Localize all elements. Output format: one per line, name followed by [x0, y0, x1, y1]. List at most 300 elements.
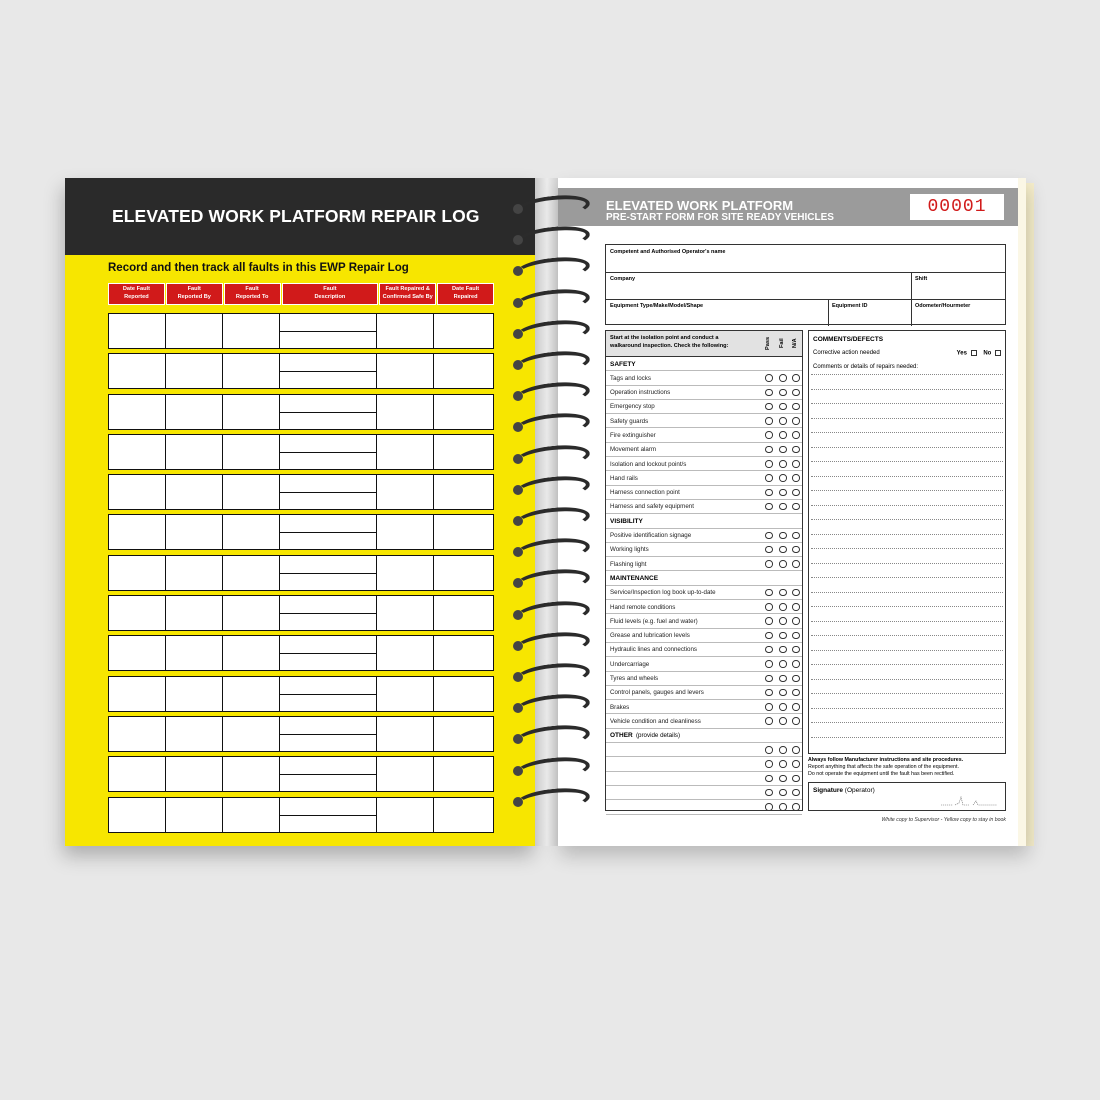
checklist-section	[606, 357, 802, 371]
log-row	[108, 353, 494, 389]
log-cell[interactable]	[109, 314, 166, 348]
log-cell[interactable]	[280, 757, 377, 791]
checklist-item	[606, 557, 802, 571]
log-row	[108, 555, 494, 591]
pass-radio[interactable]	[765, 746, 773, 754]
log-cell[interactable]	[377, 435, 434, 469]
fail-radio[interactable]	[779, 675, 787, 683]
checklist-item	[606, 657, 802, 671]
comment-line	[811, 548, 1003, 549]
checklist-item	[606, 800, 802, 814]
fail-radio[interactable]	[779, 646, 787, 654]
equipment-type-field[interactable]: Equipment Type/Make/Model/Shape	[610, 303, 704, 309]
log-cell[interactable]	[109, 475, 166, 509]
na-radio[interactable]	[792, 646, 800, 654]
checklist-item	[606, 400, 802, 414]
checklist-item-label: Grease and lubrication levels	[610, 632, 690, 640]
checklist-item-label: Isolation and lockout point/s	[610, 460, 687, 468]
log-cell[interactable]	[377, 798, 434, 832]
log-cell[interactable]	[223, 636, 280, 670]
log-cell[interactable]	[280, 596, 377, 630]
fail-radio[interactable]	[779, 789, 787, 797]
checklist-item-label: Positive identification signage	[610, 532, 692, 540]
section-title: OTHER	[610, 732, 633, 740]
column-header: Date Fault Reported	[108, 283, 165, 305]
yes-checkbox[interactable]	[971, 350, 977, 356]
log-cell[interactable]	[280, 435, 377, 469]
na-radio[interactable]	[792, 746, 800, 754]
checklist-header	[606, 331, 802, 357]
log-cell[interactable]	[166, 475, 223, 509]
na-radio[interactable]	[792, 403, 800, 411]
fail-radio[interactable]	[779, 775, 787, 783]
checklist-item-label: Vehicle condition and cleanliness	[610, 717, 701, 725]
fail-radio[interactable]	[779, 403, 787, 411]
fail-column-label: Fail	[779, 338, 785, 348]
log-row	[108, 434, 494, 470]
signature-scribble	[939, 793, 999, 807]
odometer-field[interactable]: Odometer/Hourmeter	[915, 303, 971, 309]
pass-column-label: Pass	[765, 336, 771, 350]
log-cell[interactable]	[109, 435, 166, 469]
log-cell[interactable]	[166, 556, 223, 590]
log-cell[interactable]	[223, 354, 280, 388]
checklist-item-label: Brakes	[610, 703, 630, 711]
signature-box[interactable]	[808, 782, 1006, 811]
pass-radio[interactable]	[765, 589, 773, 597]
checklist-item	[606, 414, 802, 428]
checklist-intro: Start at the isolation point and conduct a walkaround inspection. Check the following:	[610, 335, 729, 349]
na-radio[interactable]	[792, 617, 800, 625]
checklist-section	[606, 571, 802, 585]
spiral-ring	[510, 221, 590, 249]
na-radio[interactable]	[792, 560, 800, 568]
pass-radio[interactable]	[765, 675, 773, 683]
checklist-item-label: Control panels, gauges and levers	[610, 689, 704, 697]
log-row	[108, 756, 494, 792]
fail-radio[interactable]	[779, 560, 787, 568]
fail-radio[interactable]	[779, 589, 787, 597]
repair-log-header-row	[108, 283, 494, 305]
log-cell[interactable]	[280, 556, 377, 590]
log-cell[interactable]	[280, 475, 377, 509]
comment-line	[811, 693, 1003, 694]
log-cell[interactable]	[434, 677, 491, 711]
comment-line	[811, 519, 1003, 520]
na-radio[interactable]	[792, 460, 800, 468]
na-radio[interactable]	[792, 703, 800, 711]
log-cell[interactable]	[223, 395, 280, 429]
na-radio[interactable]	[792, 374, 800, 382]
spiral-ring	[510, 783, 590, 811]
log-cell[interactable]	[280, 636, 377, 670]
log-cell[interactable]	[109, 354, 166, 388]
pass-radio[interactable]	[765, 560, 773, 568]
log-cell[interactable]	[377, 515, 434, 549]
checklist-item	[606, 471, 802, 485]
checklist-item	[606, 772, 802, 786]
inspection-checklist	[605, 330, 803, 811]
log-row	[108, 595, 494, 631]
checklist-item-label: Flashing light	[610, 560, 647, 568]
checklist-item	[606, 529, 802, 543]
fail-radio[interactable]	[779, 503, 787, 511]
log-cell[interactable]	[166, 354, 223, 388]
log-cell[interactable]	[377, 556, 434, 590]
copy-footer: White copy to Supervisor - Yellow copy to stay in book	[881, 817, 1006, 823]
spiral-ring	[510, 190, 590, 218]
fail-radio[interactable]	[779, 603, 787, 611]
log-cell[interactable]	[166, 596, 223, 630]
fail-radio[interactable]	[779, 803, 787, 811]
spiral-binding	[510, 190, 600, 830]
pass-radio[interactable]	[765, 532, 773, 540]
log-row	[108, 394, 494, 430]
spiral-ring	[510, 315, 590, 343]
repair-log-page	[65, 178, 535, 846]
na-radio[interactable]	[792, 603, 800, 611]
na-radio[interactable]	[792, 717, 800, 725]
pass-radio[interactable]	[765, 389, 773, 397]
fail-radio[interactable]	[779, 460, 787, 468]
log-cell[interactable]	[434, 556, 491, 590]
notes-line-1: Report anything that affects the safe operation of the equipment.	[808, 763, 959, 770]
log-cell[interactable]	[377, 354, 434, 388]
na-radio[interactable]	[792, 632, 800, 640]
spiral-ring	[510, 502, 590, 530]
log-cell[interactable]	[223, 556, 280, 590]
log-cell[interactable]	[223, 717, 280, 751]
no-checkbox[interactable]	[995, 350, 1001, 356]
log-row	[108, 797, 494, 833]
log-cell[interactable]	[166, 515, 223, 549]
pass-radio[interactable]	[765, 374, 773, 382]
prestart-form-page	[558, 178, 1026, 846]
comment-line	[811, 737, 1003, 738]
na-radio[interactable]	[792, 660, 800, 668]
yes-no-options[interactable]	[957, 350, 1001, 357]
checklist-item-label: Harness and safety equipment	[610, 503, 694, 511]
log-cell[interactable]	[223, 798, 280, 832]
section-suffix: (provide details)	[636, 732, 681, 740]
log-cell[interactable]	[434, 636, 491, 670]
checklist-item	[606, 371, 802, 385]
spiral-ring	[510, 596, 590, 624]
spiral-ring	[510, 346, 590, 374]
log-cell[interactable]	[377, 636, 434, 670]
log-cell[interactable]	[109, 596, 166, 630]
checklist-item	[606, 714, 802, 728]
checklist-item	[606, 643, 802, 657]
log-cell[interactable]	[109, 798, 166, 832]
pass-radio[interactable]	[765, 489, 773, 497]
log-cell[interactable]	[377, 757, 434, 791]
fail-radio[interactable]	[779, 689, 787, 697]
pass-radio[interactable]	[765, 775, 773, 783]
pass-radio[interactable]	[765, 760, 773, 768]
comment-line	[811, 505, 1003, 506]
log-cell[interactable]	[434, 395, 491, 429]
repair-log-header	[65, 178, 535, 255]
pass-radio[interactable]	[765, 703, 773, 711]
na-radio[interactable]	[792, 775, 800, 783]
comment-line	[811, 635, 1003, 636]
log-cell[interactable]	[280, 717, 377, 751]
checklist-item	[606, 443, 802, 457]
pass-radio[interactable]	[765, 646, 773, 654]
shift-field[interactable]: Shift	[915, 276, 928, 282]
log-cell[interactable]	[280, 677, 377, 711]
checklist-section	[606, 729, 802, 743]
checklist-item	[606, 428, 802, 442]
checklist-item	[606, 586, 802, 600]
comment-line	[811, 563, 1003, 564]
pass-radio[interactable]	[765, 474, 773, 482]
comment-line	[811, 534, 1003, 535]
fail-radio[interactable]	[779, 474, 787, 482]
checklist-item-label: Fluid levels (e.g. fuel and water)	[610, 617, 698, 625]
fail-radio[interactable]	[779, 546, 787, 554]
spiral-ring	[510, 252, 590, 280]
checklist-item	[606, 486, 802, 500]
log-cell[interactable]	[434, 515, 491, 549]
log-cell[interactable]	[223, 515, 280, 549]
log-cell[interactable]	[434, 314, 491, 348]
comments-title: COMMENTS/DEFECTS	[813, 336, 884, 343]
log-cell[interactable]	[434, 717, 491, 751]
comments-details-label: Comments or details of repairs needed:	[813, 364, 919, 370]
log-cell[interactable]	[166, 717, 223, 751]
pass-radio[interactable]	[765, 689, 773, 697]
pass-radio[interactable]	[765, 789, 773, 797]
comment-line	[811, 664, 1003, 665]
pass-radio[interactable]	[765, 460, 773, 468]
checklist-item-label: Hand remote conditions	[610, 603, 676, 611]
pass-radio[interactable]	[765, 803, 773, 811]
checklist-item	[606, 786, 802, 800]
pass-radio[interactable]	[765, 632, 773, 640]
na-radio[interactable]	[792, 474, 800, 482]
comment-line	[811, 490, 1003, 491]
spiral-ring	[510, 752, 590, 780]
comment-line	[811, 374, 1003, 375]
log-cell[interactable]	[223, 475, 280, 509]
na-column-label: N/A	[792, 338, 798, 348]
na-radio[interactable]	[792, 389, 800, 397]
na-radio[interactable]	[792, 446, 800, 454]
spiral-ring	[510, 564, 590, 592]
fail-radio[interactable]	[779, 703, 787, 711]
log-cell[interactable]	[223, 596, 280, 630]
na-radio[interactable]	[792, 803, 800, 811]
log-cell[interactable]	[223, 677, 280, 711]
log-cell[interactable]	[109, 636, 166, 670]
comment-line	[811, 708, 1003, 709]
log-cell[interactable]	[109, 556, 166, 590]
notes-line-2: Do not operate the equipment until the fault has been rectified.	[808, 770, 955, 777]
log-cell[interactable]	[109, 395, 166, 429]
operator-info-box	[605, 244, 1006, 325]
pass-radio[interactable]	[765, 503, 773, 511]
pass-radio[interactable]	[765, 617, 773, 625]
log-cell[interactable]	[109, 717, 166, 751]
operator-name-field[interactable]: Competent and Authorised Operator's name	[610, 249, 726, 255]
signature-label: Signature	[813, 787, 843, 794]
fail-radio[interactable]	[779, 632, 787, 640]
repair-log-subtitle: Record and then track all faults in this EWP Repair Log	[108, 262, 409, 274]
na-radio[interactable]	[792, 431, 800, 439]
fail-radio[interactable]	[779, 532, 787, 540]
checklist-item-label: Movement alarm	[610, 446, 657, 454]
pass-radio[interactable]	[765, 660, 773, 668]
log-cell[interactable]	[434, 596, 491, 630]
log-cell[interactable]	[377, 314, 434, 348]
fail-radio[interactable]	[779, 374, 787, 382]
comment-line	[811, 650, 1003, 651]
pass-radio[interactable]	[765, 603, 773, 611]
column-header: Fault Reported By	[166, 283, 223, 305]
fail-radio[interactable]	[779, 660, 787, 668]
checklist-item-label: Tyres and wheels	[610, 675, 659, 683]
fail-radio[interactable]	[779, 760, 787, 768]
checklist-item	[606, 600, 802, 614]
log-cell[interactable]	[280, 798, 377, 832]
corrective-action-label: Corrective action needed	[813, 350, 880, 356]
na-radio[interactable]	[792, 503, 800, 511]
fail-radio[interactable]	[779, 617, 787, 625]
log-cell[interactable]	[434, 435, 491, 469]
comment-line	[811, 679, 1003, 680]
checklist-item-label: Service/Inspection log book up-to-date	[610, 589, 716, 597]
pass-radio[interactable]	[765, 717, 773, 725]
na-radio[interactable]	[792, 675, 800, 683]
fail-radio[interactable]	[779, 746, 787, 754]
log-cell[interactable]	[434, 354, 491, 388]
safety-notes	[808, 757, 1006, 778]
log-cell[interactable]	[166, 757, 223, 791]
section-title: MAINTENANCE	[610, 574, 659, 582]
company-field[interactable]: Company	[610, 276, 636, 282]
fail-radio[interactable]	[779, 446, 787, 454]
checklist-section	[606, 514, 802, 528]
na-radio[interactable]	[792, 789, 800, 797]
log-cell[interactable]	[377, 395, 434, 429]
fail-radio[interactable]	[779, 717, 787, 725]
prestart-subtitle: PRE-START FORM FOR SITE READY VEHICLES	[606, 212, 834, 223]
comment-line	[811, 476, 1003, 477]
comment-line	[811, 461, 1003, 462]
na-radio[interactable]	[792, 532, 800, 540]
checklist-item	[606, 386, 802, 400]
checklist-item	[606, 757, 802, 771]
log-cell[interactable]	[166, 435, 223, 469]
comment-line	[811, 447, 1003, 448]
checklist-item-label: Working lights	[610, 546, 649, 554]
spiral-ring	[510, 377, 590, 405]
log-cell[interactable]	[166, 677, 223, 711]
log-cell[interactable]	[280, 395, 377, 429]
log-cell[interactable]	[377, 475, 434, 509]
fail-radio[interactable]	[779, 417, 787, 425]
fail-radio[interactable]	[779, 389, 787, 397]
log-row	[108, 474, 494, 510]
spiral-ring	[510, 440, 590, 468]
column-header: Fault Description	[282, 283, 379, 305]
na-radio[interactable]	[792, 489, 800, 497]
yes-label: Yes	[956, 350, 967, 357]
log-row	[108, 313, 494, 349]
fail-radio[interactable]	[779, 431, 787, 439]
fail-radio[interactable]	[779, 489, 787, 497]
pass-radio[interactable]	[765, 417, 773, 425]
na-radio[interactable]	[792, 417, 800, 425]
checklist-item	[606, 700, 802, 714]
na-radio[interactable]	[792, 760, 800, 768]
log-cell[interactable]	[166, 395, 223, 429]
log-cell[interactable]	[166, 314, 223, 348]
log-cell[interactable]	[166, 636, 223, 670]
pass-radio[interactable]	[765, 431, 773, 439]
log-cell[interactable]	[109, 677, 166, 711]
na-radio[interactable]	[792, 689, 800, 697]
spiral-ring	[510, 627, 590, 655]
checklist-item-label: Tags and locks	[610, 374, 651, 382]
checklist-item	[606, 457, 802, 471]
prestart-title: ELEVATED WORK PLATFORM	[606, 198, 794, 213]
checklist-item-label: Undercarriage	[610, 660, 650, 668]
checklist-item	[606, 543, 802, 557]
signature-suffix: (Operator)	[844, 787, 875, 794]
notes-bold: Always follow Manufacturer instructions and site procedures.	[808, 757, 964, 763]
log-cell[interactable]	[280, 354, 377, 388]
log-cell[interactable]	[109, 757, 166, 791]
log-cell[interactable]	[377, 596, 434, 630]
repair-log-title: ELEVATED WORK PLATFORM REPAIR LOG	[112, 206, 480, 226]
log-cell[interactable]	[434, 757, 491, 791]
pass-radio[interactable]	[765, 546, 773, 554]
comment-line	[811, 389, 1003, 390]
column-header: Date Fault Repaired	[437, 283, 494, 305]
log-cell[interactable]	[109, 515, 166, 549]
log-cell[interactable]	[434, 475, 491, 509]
section-title: VISIBILITY	[610, 517, 643, 525]
log-cell[interactable]	[434, 798, 491, 832]
checklist-item	[606, 614, 802, 628]
log-cell[interactable]	[223, 757, 280, 791]
comment-line	[811, 418, 1003, 419]
log-cell[interactable]	[377, 717, 434, 751]
checklist-item-label: Fire extinguisher	[610, 431, 656, 439]
equipment-id-field[interactable]: Equipment ID	[832, 303, 868, 309]
spiral-ring	[510, 720, 590, 748]
spiral-ring	[510, 533, 590, 561]
log-cell[interactable]	[280, 314, 377, 348]
na-radio[interactable]	[792, 546, 800, 554]
na-radio[interactable]	[792, 589, 800, 597]
log-cell[interactable]	[280, 515, 377, 549]
pass-radio[interactable]	[765, 403, 773, 411]
spiral-ring	[510, 658, 590, 686]
pass-radio[interactable]	[765, 446, 773, 454]
comment-line	[811, 432, 1003, 433]
log-row	[108, 635, 494, 671]
log-cell[interactable]	[166, 798, 223, 832]
log-cell[interactable]	[223, 314, 280, 348]
log-cell[interactable]	[377, 677, 434, 711]
checklist-item	[606, 686, 802, 700]
log-cell[interactable]	[223, 435, 280, 469]
spiral-ring	[510, 471, 590, 499]
